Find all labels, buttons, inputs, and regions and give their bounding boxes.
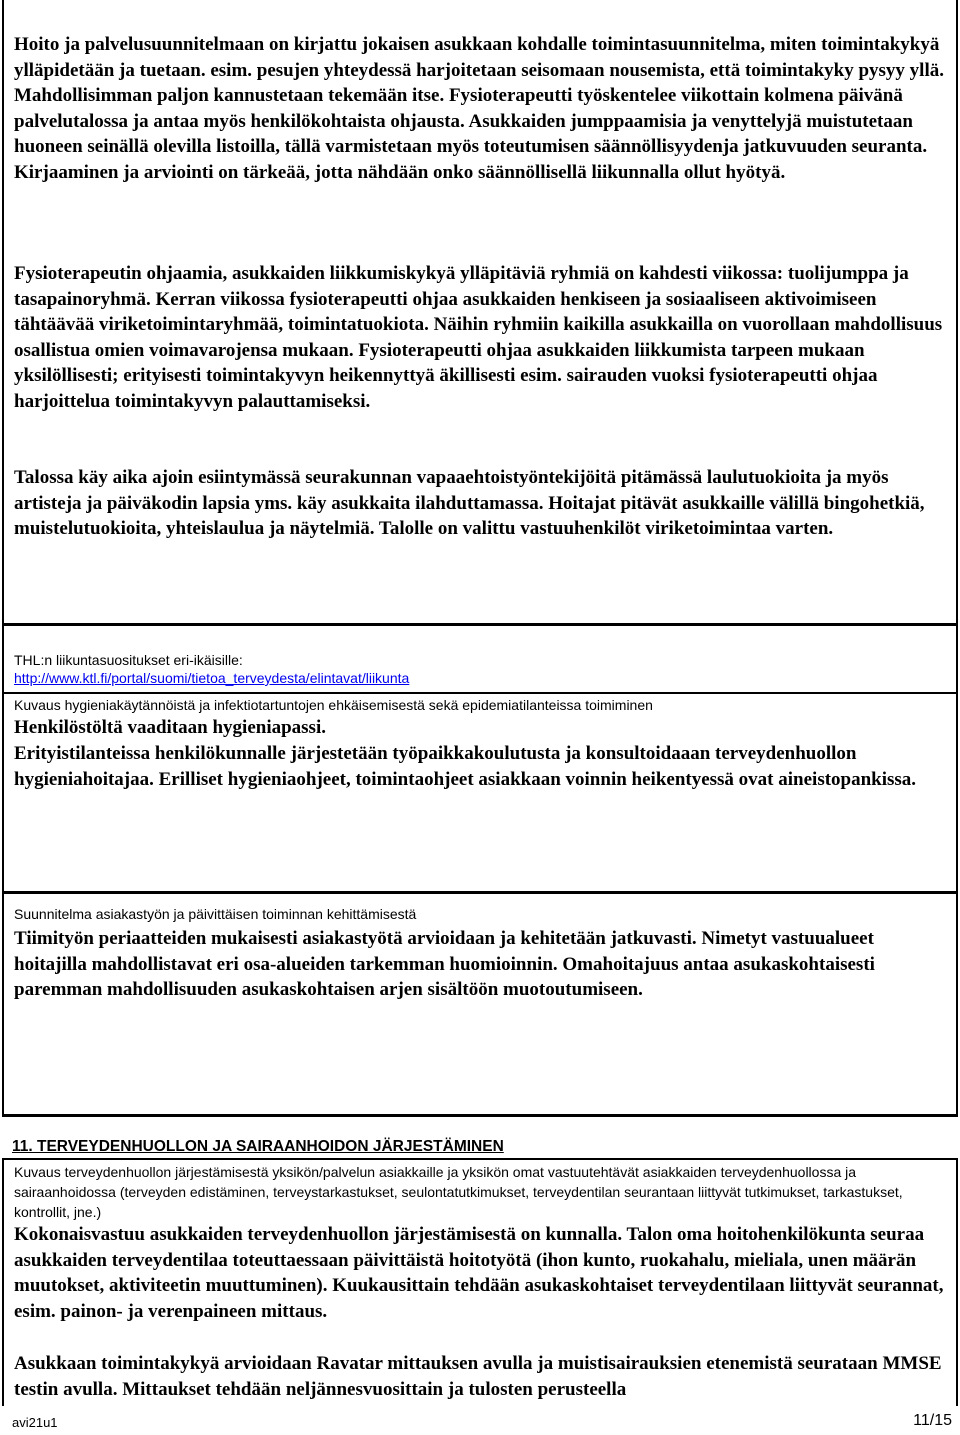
- hygiene-section: [2, 694, 958, 894]
- plan-section: [2, 894, 958, 1117]
- physio-paragraph-2: Fysioterapeutin ohjaamia, asukkaiden liikkumiskykyä ylläpitäviä ryhmiä on kahdesti viikossa: tuolijumppa ja tasapainoryhmä. Kerran viikossa fysioterapeutti ohjaa asukkaiden henkiseen ja sosiaaliseen aktivoimiseen tähtäävää viriketoimintaryhmää, toimintatuokiota. Näihin ryhmiin kaikilla asukkailla on vuorollaan mahdollisuus osallistua omien voimavarojensa mukaan. Fysioterapeutti ohjaa asukkaiden liikkumista tarpeen mukaan yksilöllisesti; erityisesti toimintakyvyn heikennyttyä äkillisesti esim. sairauden vuoksi fysioterapeutti ohjaa harjoittelua toimintakyvyn palauttamiseksi.: [14, 263, 943, 412]
- thl-label: THL:n liikuntasuositukset eri-ikäisille:: [14, 652, 243, 668]
- health-section: [2, 1158, 958, 1406]
- health-text-2: Asukkaan toimintakykyä arvioidaan Ravatar mittauksen avulla ja muistisairauksien etenemistä seurataan MMSE testin avulla. Mittaukset tehdään neljännesvuosittain ja tulosten perusteella: [14, 1353, 942, 1400]
- thl-section: [2, 626, 958, 694]
- hygiene-label: Kuvaus hygieniakäytännöistä ja infektiotartuntojen ehkäisemisestä sekä epidemiatilanteissa toimiminen: [14, 697, 653, 713]
- page-number: 11/15: [913, 1412, 952, 1429]
- thl-link[interactable]: http://www.ktl.fi/portal/suomi/tietoa_terveydesta/elintavat/liikunta: [14, 670, 410, 686]
- hygiene-text-1: Henkilöstöltä vaaditaan hygieniapassi.: [14, 717, 326, 738]
- document-id: avi21u1: [12, 1415, 58, 1430]
- plan-label: Suunnitelma asiakastyön ja päivittäisen toiminnan kehittämisestä: [14, 906, 417, 922]
- physio-section: [2, 0, 958, 626]
- health-text-1: Kokonaisvastuu asukkaiden terveydenhuollon järjestämisestä on kunnalla. Talon oma hoitohenkilökunta seuraa asukkaiden terveydentilaa toteuttaessaan päivittäistä hoitotyötä (ihon kunto, ruokahalu, mieliala, unen määrän muutokset, aktiviteetin muuttuminen). Kuukausittain tehdään asukaskohtaiset terveydentilaan liittyvät seurannat, esim. painon- ja verenpaineen mittaus.: [14, 1224, 944, 1322]
- activity-paragraph: Talossa käy aika ajoin esiintymässä seurakunnan vapaaehtoistyöntekijöitä pitämässä laulutuokioita ja myös artisteja ja päiväkodin lapsia yms. käy asukkaita ilahduttamassa. Hoitajat pitävät asukkaille välillä bingohetkiä, muistelutuokioita, yhteislaulua ja näytelmiä. Talolle on valittu vastuuhenkilöt viriketoimintaa varten.: [14, 467, 925, 539]
- physio-paragraph-1: Hoito ja palvelusuunnitelmaan on kirjattu jokaisen asukkaan kohdalle toimintasuunnitelma, miten toimintakykyä ylläpidetään ja tuetaan. esim. pesujen yhteydessä harjoitetaan seisomaan nousemista, että toimintakyky pysyy yllä. Mahdollisimman paljon kannustetaan tekemään itse. Fysioterapeutti työskentelee viikottain kolmena päivänä palvelutalossa ja antaa myös henkilökohtaista ohjausta. Asukkaiden jumppaamisia ja venyttelyjä muistutetaan huoneen seinällä olevilla listoilla, tällä varmistetaan myös toteutumisen säännöllisyydenja jatkuvuuden seuranta. Kirjaaminen ja arviointi on tärkeää, jotta nähdään onko säännöllisellä liikunnalla ollut hyötyä.: [14, 34, 944, 183]
- section-title: 11. TERVEYDENHUOLLON JA SAIRAANHOIDON JÄRJESTÄMINEN: [12, 1138, 504, 1155]
- health-label: Kuvaus terveydenhuollon järjestämisestä yksikön/palvelun asiakkaille ja yksikön omat vastuutehtävät asiakkaiden terveydenhuollossa ja sairaanhoidossa (terveyden edistäminen, terveystarkastukset, seulontatutkimukset, terveydentilan seurantaan liittyvät tutkimukset, tarkastukset, kontrollit, jne.): [14, 1164, 903, 1220]
- hygiene-text-2: Erityistilanteissa henkilökunnalle järjestetään työpaikkakoulutusta ja konsultoidaaan terveydenhuollon hygieniahoitajaa. Erilliset hygieniaohjeet, toimintaohjeet asiakkaan voinnin heikentyessä ovat aineistopankissa.: [14, 743, 917, 790]
- plan-text: Tiimityön periaatteiden mukaisesti asiakastyötä arvioidaan ja kehitetään jatkuvasti. Nimetyt vastuualueet hoitajilla mahdollistavat eri osa-alueiden tarkemman huomioinnin. Omahoitajuus antaa asukaskohtaisesti paremman mahdollisuuden asukaskohtaisen arjen sisältöön muotoutumiseen.: [14, 928, 875, 1000]
